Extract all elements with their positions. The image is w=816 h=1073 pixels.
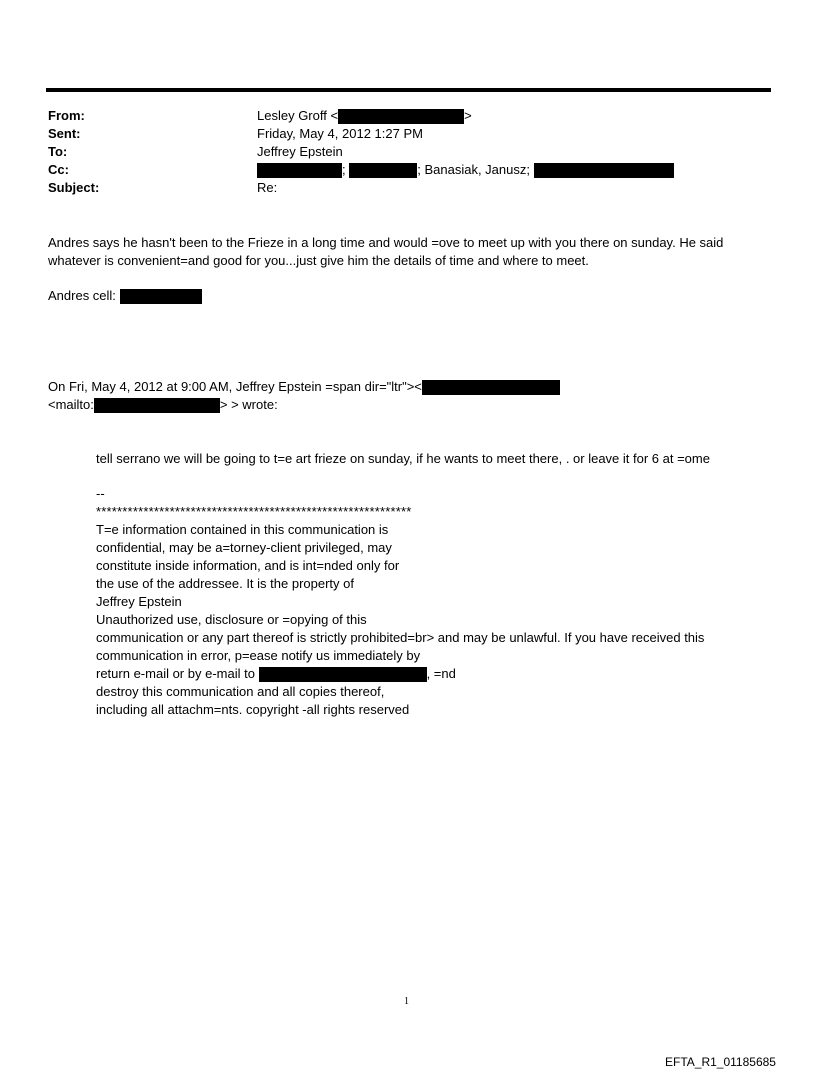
signature-dash: -- (96, 486, 105, 501)
disclaimer-line: T=e information contained in this communication is (96, 522, 389, 537)
stars-separator: ************************************************************ (96, 504, 412, 519)
disclaimer-line: destroy this communication and all copies thereof, (96, 684, 385, 699)
email-line-text: return e-mail or by e-mail to (96, 666, 255, 681)
body-line: Andres says he hasn't been to the Frieze in a long time and would =ove to meet up with you there on sunday. He said (48, 235, 724, 250)
redaction-box (534, 163, 674, 178)
disclaimer-line: constitute inside information, and is int=nded only for (96, 558, 400, 573)
disclaimer-email-line (96, 665, 456, 683)
bates-number: EFTA_R1_01185685 (665, 1055, 776, 1069)
redaction-box (422, 380, 560, 395)
cell-label: Andres cell: (48, 288, 116, 303)
from-close: > (464, 108, 472, 123)
redaction-box (338, 109, 464, 124)
cc-names: ; Banasiak, Janusz; (417, 162, 530, 177)
disclaimer-line: Unauthorized use, disclosure or =opying of this (96, 612, 367, 627)
cc-label: Cc: (48, 162, 69, 177)
sent-label: Sent: (48, 126, 81, 141)
to-label: To: (48, 144, 68, 159)
redaction-box (94, 398, 220, 413)
disclaimer-line: the use of the addressee. It is the property of (96, 576, 354, 591)
quote-header-text: On Fri, May 4, 2012 at 9:00 AM, Jeffrey Epstein =span dir="ltr">< (48, 379, 422, 394)
quote-header-line (48, 378, 560, 396)
redaction-box (257, 163, 342, 178)
email-line-end: , =nd (426, 666, 456, 681)
to-value: Jeffrey Epstein (257, 144, 343, 159)
andres-cell (48, 287, 202, 305)
redaction-box (120, 289, 202, 304)
header-rule (46, 88, 771, 92)
redaction-box (259, 667, 427, 682)
wrote-text: > > wrote: (219, 397, 278, 412)
sent-value: Friday, May 4, 2012 1:27 PM (257, 126, 423, 141)
subject-value: Re: (257, 180, 278, 195)
body-line: whatever is convenient=and good for you...just give him the details of time and where to meet. (48, 253, 589, 268)
mailto-text: <mailto: (48, 397, 94, 412)
from-label: From: (48, 108, 85, 123)
redaction-box (349, 163, 417, 178)
cc-value (257, 161, 674, 179)
from-value (257, 107, 472, 125)
quote-header-line (48, 396, 278, 414)
from-name: Lesley Groff < (257, 108, 339, 123)
disclaimer-line: including all attachm=nts. copyright -all rights reserved (96, 702, 410, 717)
cc-separator: ; (342, 162, 346, 177)
disclaimer-line: communication or any part thereof is strictly prohibited=br> and may be unlawful. If you have received this (96, 630, 705, 645)
disclaimer-line: Jeffrey Epstein (96, 594, 182, 609)
subject-label: Subject: (48, 180, 100, 195)
quoted-message: tell serrano we will be going to t=e art frieze on sunday, if he wants to meet there, . or leave it for 6 at =ome (96, 451, 710, 466)
page-number: 1 (404, 996, 409, 1007)
disclaimer-line: confidential, may be a=torney-client privileged, may (96, 540, 392, 555)
disclaimer-line: communication in error, p=ease notify us immediately by (96, 648, 421, 663)
